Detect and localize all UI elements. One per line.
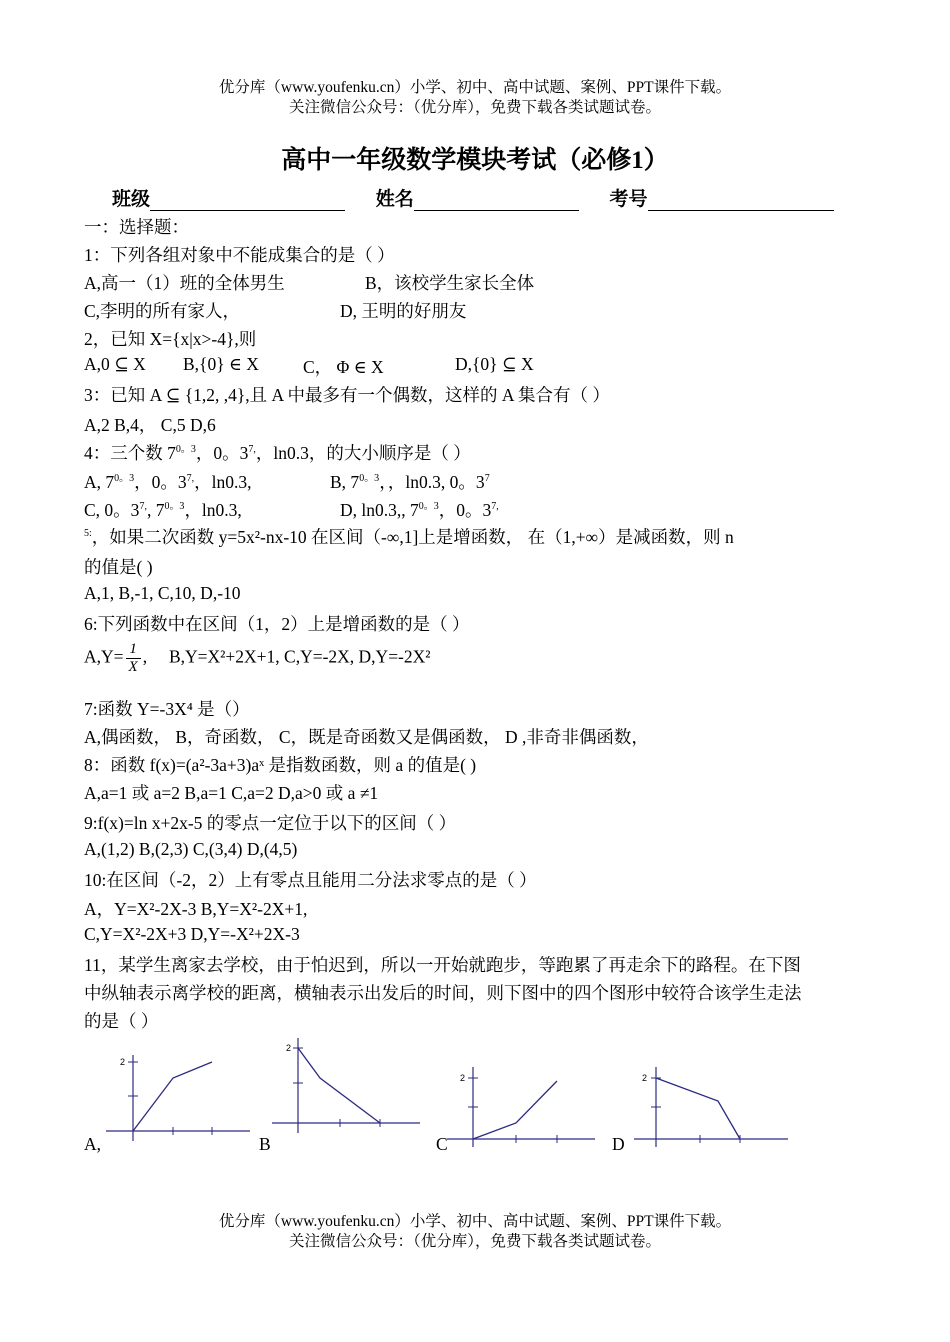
header-line-2: 关注微信公众号：（优分库），免费下载各类试题试卷。 (288, 99, 661, 116)
q2-stem: 2，已知 X={x|x>-4},则 (84, 329, 257, 349)
fraction-1-over-x: $\frac{1}{X}$ (126, 641, 141, 676)
q7-options: A,偶函数， B，奇函数， C，既是奇函数又是偶函数， D ,非奇非偶函数， (84, 727, 649, 747)
q6-options: A,Y= $\frac{1}{X}$ , B,Y=X²+2X+1, C,Y=-2X, D,Y=-2X² (84, 641, 431, 675)
q10-options-line-1: A，Y=X²-2X-3 B,Y=X²-2X+1, (84, 899, 308, 919)
graph-a (100, 1045, 260, 1145)
q5-options: A,1, B,-1, C,10, D,-10 (84, 583, 241, 603)
q4-option-d: D, ln0.3,, $7^{0。3}$，0。$3^{7,}$ (340, 500, 499, 520)
q11-line-1: 11，某学生离家去学校，由于怕迟到，所以一开始就跑步，等跑累了再走余下的路程。在下图 (84, 955, 801, 975)
q3-options: A,2 B,4， C,5 D,6 (84, 415, 216, 435)
footer-line-2: 关注微信公众号：（优分库），免费下载各类试题试卷。 (288, 1233, 661, 1250)
q4-option-c: C, 0。$3^{7,}$, $7^{0。3}$，ln0.3, (84, 500, 242, 520)
graph-b-tick: 2 (286, 1043, 292, 1053)
q1-option-d: D, 王明的好朋友 (340, 301, 467, 321)
q10-options-line-2: C,Y=X²-2X+3 D,Y=-X²+2X-3 (84, 924, 300, 944)
graph-b (268, 1033, 428, 1138)
q8-options: A,a=1 或 a=2 B,a=1 C,a=2 D,a>0 或 a ≠1 (84, 783, 379, 803)
q4-option-a: A, $7^{0。3}$，0。$3^{7,}$，ln0.3, (84, 472, 252, 492)
q11-line-2: 中纵轴表示离学校的距离，横轴表示出发后的时间，则下图中的四个图形中较符合该学生走法 (84, 983, 802, 1003)
footer-line-1: 优分库（www.youfenku.cn）小学、初中、高中试题、案例、PPT课件下载。 (218, 1213, 732, 1230)
q2-option-a: A,0 ⊆ X (84, 354, 146, 374)
q8-stem: 8：函数 f(x)=(a²-3a+3)aˣ 是指数函数，则 a 的值是( ) (84, 755, 477, 775)
q9-options: A,(1,2) B,(2,3) C,(3,4) D,(4,5) (84, 839, 298, 859)
graph-c-tick: 2 (460, 1073, 466, 1083)
header-line-1: 优分库（www.youfenku.cn）小学、初中、高中试题、案例、PPT课件下载。 (218, 79, 732, 96)
name-blank[interactable] (414, 190, 579, 211)
q1-option-b: B，该校学生家长全体 (365, 273, 535, 293)
q10-stem: 10:在区间（-2，2）上有零点且能用二分法求零点的是（ ） (84, 870, 537, 890)
q4-option-b: B, $7^{0。3}$，，ln0.3, 0。$3^7$ (330, 472, 490, 492)
section-heading: 一：选择题： (84, 217, 189, 237)
q3-stem: 3：已知 A ⊆ {1,2, ,4},且 A 中最多有一个偶数，这样的 A 集合有（ ） (84, 385, 610, 405)
number-blank[interactable] (648, 190, 834, 211)
graph-d-tick: 2 (642, 1073, 648, 1083)
graph-c (445, 1063, 605, 1148)
q9-stem: 9:f(x)=ln x+2x-5 的零点一定位于以下的区间（ ） (84, 813, 457, 833)
class-blank[interactable] (150, 190, 345, 211)
q7-stem: 7:函数 Y=-3X⁴ 是（） (84, 699, 250, 719)
graph-d (630, 1063, 795, 1148)
q5-line-2: 的值是( ) (84, 557, 153, 577)
student-info-row (112, 184, 834, 211)
q1-option-a: A,高一（1）班的全体男生 (84, 273, 285, 293)
name-label: 姓名 (375, 189, 414, 210)
q1-option-c: C,李明的所有家人， (84, 301, 241, 321)
q6-stem: 6:下列函数中在区间（1，2）上是增函数的是（ ） (84, 614, 470, 634)
graph-b-label: B (259, 1134, 271, 1154)
exam-title: 高中一年级数学模块考试（必修1） (281, 147, 669, 174)
graph-a-label: A, (84, 1134, 102, 1154)
class-label: 班级 (112, 189, 151, 210)
q1-stem: 1：下列各组对象中不能成集合的是（ ） (84, 245, 395, 265)
q5-line-1: $^{5:}$，如果二次函数 y=5x²-nx-10 在区间（-∞,1]上是增函数， 在（1,+∞）是减函数，则 n (84, 527, 734, 547)
number-label: 考号 (609, 189, 648, 210)
q2-option-c: C， Φ ∈ X (303, 357, 384, 377)
q4-stem: 4：三个数 $7^{0。3}$，0。$3^{7,}$，ln0.3，的大小顺序是（ ） (84, 443, 471, 463)
graph-d-label: D (612, 1134, 625, 1154)
q11-line-3: 的是（ ） (84, 1011, 159, 1031)
q2-option-d: D,{0} ⊆ X (455, 354, 534, 374)
graph-a-tick: 2 (120, 1057, 126, 1067)
q2-option-b: B,{0} ∈ X (183, 354, 259, 374)
graph-c-label: C (436, 1134, 448, 1154)
